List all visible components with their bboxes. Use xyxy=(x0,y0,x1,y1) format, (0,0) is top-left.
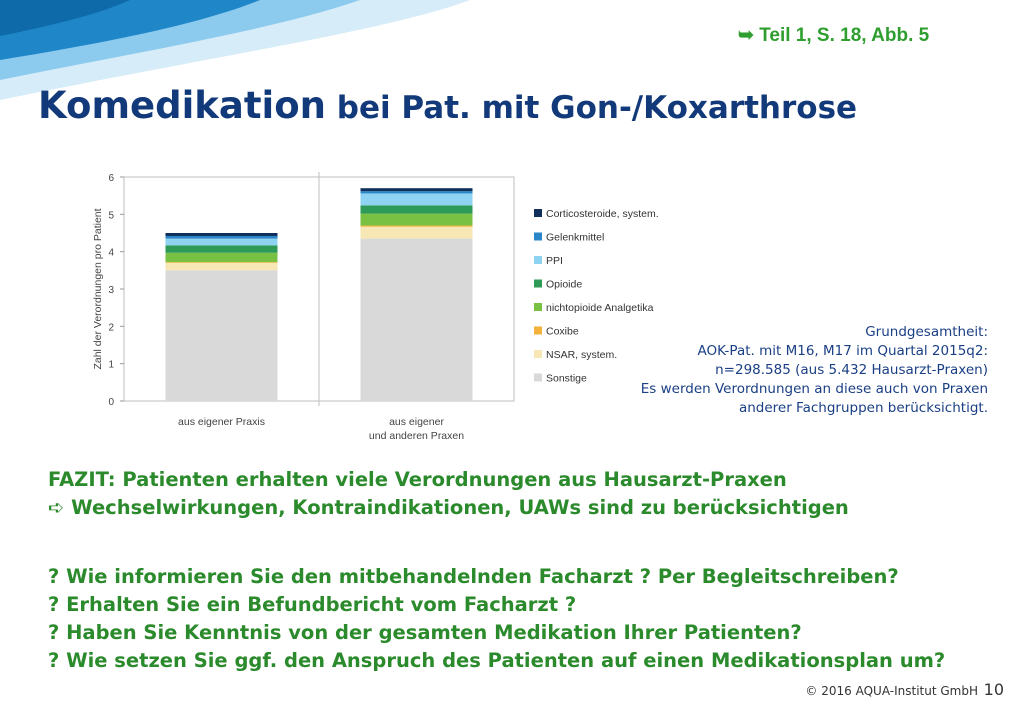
slide-title xyxy=(38,84,857,127)
figure-reference: ➥ Teil 1, S. 18, Abb. 5 xyxy=(738,25,930,46)
question-item: ? Wie informieren Sie den mitbehandelnden Facharzt ? Per Begleitschreiben? xyxy=(48,565,899,588)
legend-label: Sonstige xyxy=(546,372,587,385)
y-tick-label: 5 xyxy=(108,210,114,222)
bar-segment xyxy=(166,262,278,263)
legend-swatch xyxy=(534,233,542,241)
legend-label: Opioide xyxy=(546,278,583,291)
legend-label: NSAR, system. xyxy=(546,349,618,361)
title-main: Komedikation xyxy=(38,84,326,127)
legend-swatch xyxy=(534,303,542,311)
y-axis-label: Zahl der Verordnungen pro Patient xyxy=(92,208,104,370)
question-item: ? Haben Sie Kenntnis von der gesamten Medikation Ihrer Patienten? xyxy=(48,621,802,644)
bar-segment xyxy=(166,245,278,252)
legend-label: Corticosteroide, system. xyxy=(546,208,659,220)
legend-label: Gelenkmittel xyxy=(546,231,605,244)
y-tick-label: 1 xyxy=(108,359,114,371)
bar-segment xyxy=(361,191,473,193)
legend-swatch xyxy=(534,327,542,335)
conclusion xyxy=(48,466,849,522)
bar-segment xyxy=(361,205,473,213)
basis-line: anderer Fachgruppen berücksichtigt. xyxy=(738,400,988,416)
y-tick-label: 6 xyxy=(108,173,114,184)
question-item: ? Erhalten Sie ein Befundbericht vom Facharzt ? xyxy=(48,593,577,616)
bar-segment xyxy=(166,239,278,246)
bar-segment xyxy=(166,270,278,401)
copyright: © 2016 AQUA-Institut GmbH xyxy=(805,684,978,698)
title-sub: bei Pat. mit Gon-/Koxarthrose xyxy=(325,90,858,126)
stacked-bar-chart xyxy=(88,160,688,460)
basis-line: Es werden Verordnungen an diese auch von Praxen xyxy=(640,381,988,397)
y-tick-label: 3 xyxy=(108,285,114,296)
category-label: aus eigener xyxy=(389,416,444,428)
question-item: ? Wie setzen Sie ggf. den Anspruch des Patienten auf einen Medikationsplan um? xyxy=(48,649,946,672)
category-label: aus eigener Praxis xyxy=(178,416,265,428)
bar-segment xyxy=(361,188,473,191)
legend-swatch xyxy=(534,209,542,217)
y-tick-label: 4 xyxy=(108,247,114,259)
bar-segment xyxy=(361,226,473,227)
conclusion-line: ➪ Wechselwirkungen, Kontraindikationen, UAWs sind zu berücksichtigen xyxy=(48,496,849,519)
bar-segment xyxy=(361,193,473,205)
legend-swatch xyxy=(534,350,542,358)
bar-segment xyxy=(361,239,473,401)
bar-segment xyxy=(166,263,278,270)
bar-segment xyxy=(166,253,278,262)
bar-segment xyxy=(361,227,473,239)
arrow-icon: ➥ xyxy=(738,25,760,46)
basis-line: AOK-Pat. mit M16, M17 im Quartal 2015q2: xyxy=(697,343,988,359)
basis-line: Grundgesamtheit: xyxy=(865,324,988,340)
legend-swatch xyxy=(534,256,542,264)
legend-label: PPI xyxy=(546,255,563,267)
bar-segment xyxy=(361,214,473,226)
page-number: 10 xyxy=(983,680,1004,699)
population-basis xyxy=(628,323,988,418)
legend-label: nichtopioide Analgetika xyxy=(546,302,654,314)
conclusion-line: FAZIT: Patienten erhalten viele Verordnungen aus Hausarzt-Praxen xyxy=(48,468,787,491)
question-list xyxy=(48,563,945,675)
category-label: und anderen Praxen xyxy=(368,430,465,442)
legend-swatch xyxy=(534,374,542,382)
legend-swatch xyxy=(534,280,542,288)
basis-line: n=298.585 (aus 5.432 Hausarzt-Praxen) xyxy=(715,362,988,378)
y-tick-label: 0 xyxy=(108,397,114,408)
y-tick-label: 2 xyxy=(108,322,114,334)
legend-label: Coxibe xyxy=(546,325,579,338)
bar-segment xyxy=(166,233,278,236)
bar-segment xyxy=(166,236,278,239)
